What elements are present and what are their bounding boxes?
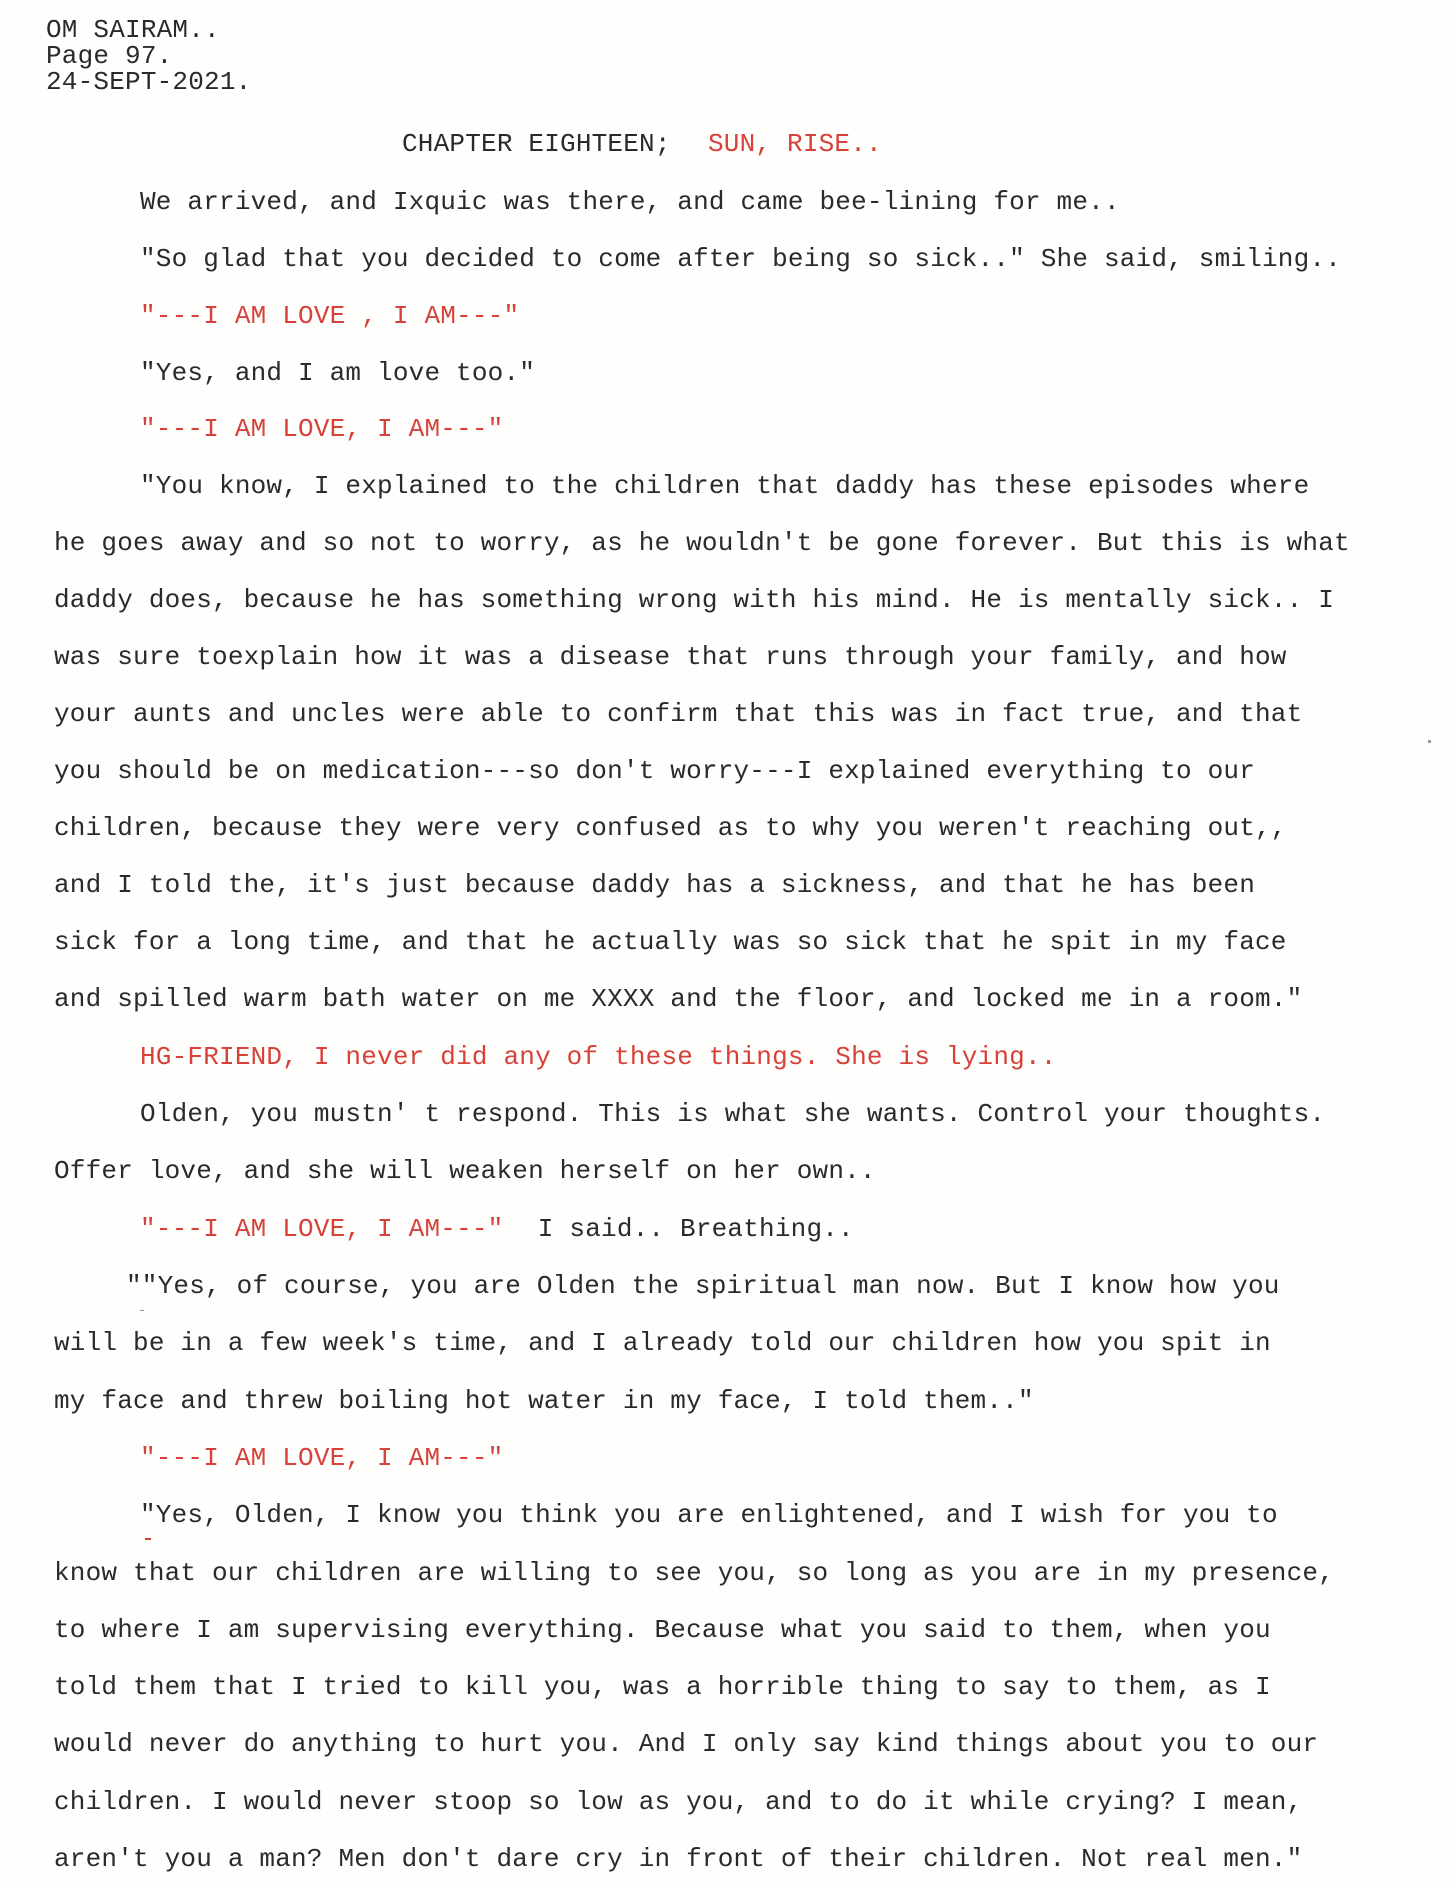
header-page-number: Page 97. bbox=[46, 41, 173, 71]
text-line: Offer love, and she will weaken herself on her own.. bbox=[54, 1156, 876, 1186]
text-line: know that our children are willing to see you, so long as you are in my presence, bbox=[54, 1558, 1335, 1588]
text-line: children, because they were very confused as to why you weren't reaching out,, bbox=[54, 813, 1287, 843]
text-line: Olden, you mustn' t respond. This is what she wants. Control your thoughts. bbox=[140, 1099, 1326, 1129]
text-line: my face and threw boiling hot water in my face, I told them.." bbox=[54, 1386, 1034, 1416]
text-line: you should be on medication---so don't worry---I explained everything to our bbox=[54, 756, 1255, 786]
mantra-line: "---I AM LOVE , I AM---" bbox=[140, 301, 520, 331]
text-line: We arrived, and Ixquic was there, and came bee-lining for me.. bbox=[140, 187, 1120, 217]
text-line: to where I am supervising everything. Because what you said to them, when you bbox=[54, 1615, 1271, 1645]
text-line: would never do anything to hurt you. And I only say kind things about you to our bbox=[54, 1729, 1319, 1759]
mantra-line: "---I AM LOVE, I AM---" bbox=[140, 1214, 504, 1244]
text-line: ""Yes, of course, you are Olden the spiritual man now. But I know how you bbox=[126, 1271, 1280, 1301]
chapter-label: CHAPTER EIGHTEEN; bbox=[402, 129, 671, 159]
text-line: children. I would never stoop so low as you, and to do it while crying? I mean, bbox=[54, 1787, 1303, 1817]
mantra-line: "---I AM LOVE, I AM---" bbox=[140, 1443, 504, 1473]
stray-ink-speck bbox=[140, 1310, 144, 1311]
header-invocation: OM SAIRAM.. bbox=[46, 15, 220, 45]
text-line: and I told the, it's just because daddy has a sickness, and that he has been bbox=[54, 870, 1255, 900]
text-line: and spilled warm bath water on me XXXX and the floor, and locked me in a room." bbox=[54, 984, 1303, 1014]
text-line: "Yes, and I am love too." bbox=[140, 358, 536, 388]
stray-ink-speck bbox=[1428, 740, 1431, 743]
text-line: "So glad that you decided to come after being so sick.." She said, smiling.. bbox=[140, 244, 1341, 274]
text-line: "You know, I explained to the children that daddy has these episodes where bbox=[140, 471, 1310, 501]
text-line: he goes away and so not to worry, as he wouldn't be gone forever. But this is what bbox=[54, 528, 1350, 558]
text-line: sick for a long time, and that he actually was so sick that he spit in my face bbox=[54, 927, 1287, 957]
text-line: "Yes, Olden, I know you think you are enlightened, and I wish for you to bbox=[140, 1500, 1278, 1530]
text-line: told them that I tried to kill you, was a horrible thing to say to them, as I bbox=[54, 1672, 1271, 1702]
response-line: HG-FRIEND, I never did any of these things. She is lying.. bbox=[140, 1042, 1057, 1072]
text-line: was sure toexplain how it was a disease that runs through your family, and how bbox=[54, 642, 1287, 672]
text-line: your aunts and uncles were able to confirm that this was in fact true, and that bbox=[54, 699, 1303, 729]
header-date: 24-SEPT-2021. bbox=[46, 67, 252, 97]
text-line: will be in a few week's time, and I already told our children how you spit in bbox=[54, 1328, 1271, 1358]
mantra-line: "---I AM LOVE, I AM---" bbox=[140, 414, 504, 444]
stray-red-mark bbox=[145, 1538, 151, 1540]
chapter-title: SUN, RISE.. bbox=[708, 129, 882, 159]
text-line: daddy does, because he has something wrong with his mind. He is mentally sick.. I bbox=[54, 585, 1335, 615]
text-line: aren't you a man? Men don't dare cry in front of their children. Not real men." bbox=[54, 1844, 1303, 1874]
text-line: I said.. Breathing.. bbox=[522, 1214, 854, 1244]
